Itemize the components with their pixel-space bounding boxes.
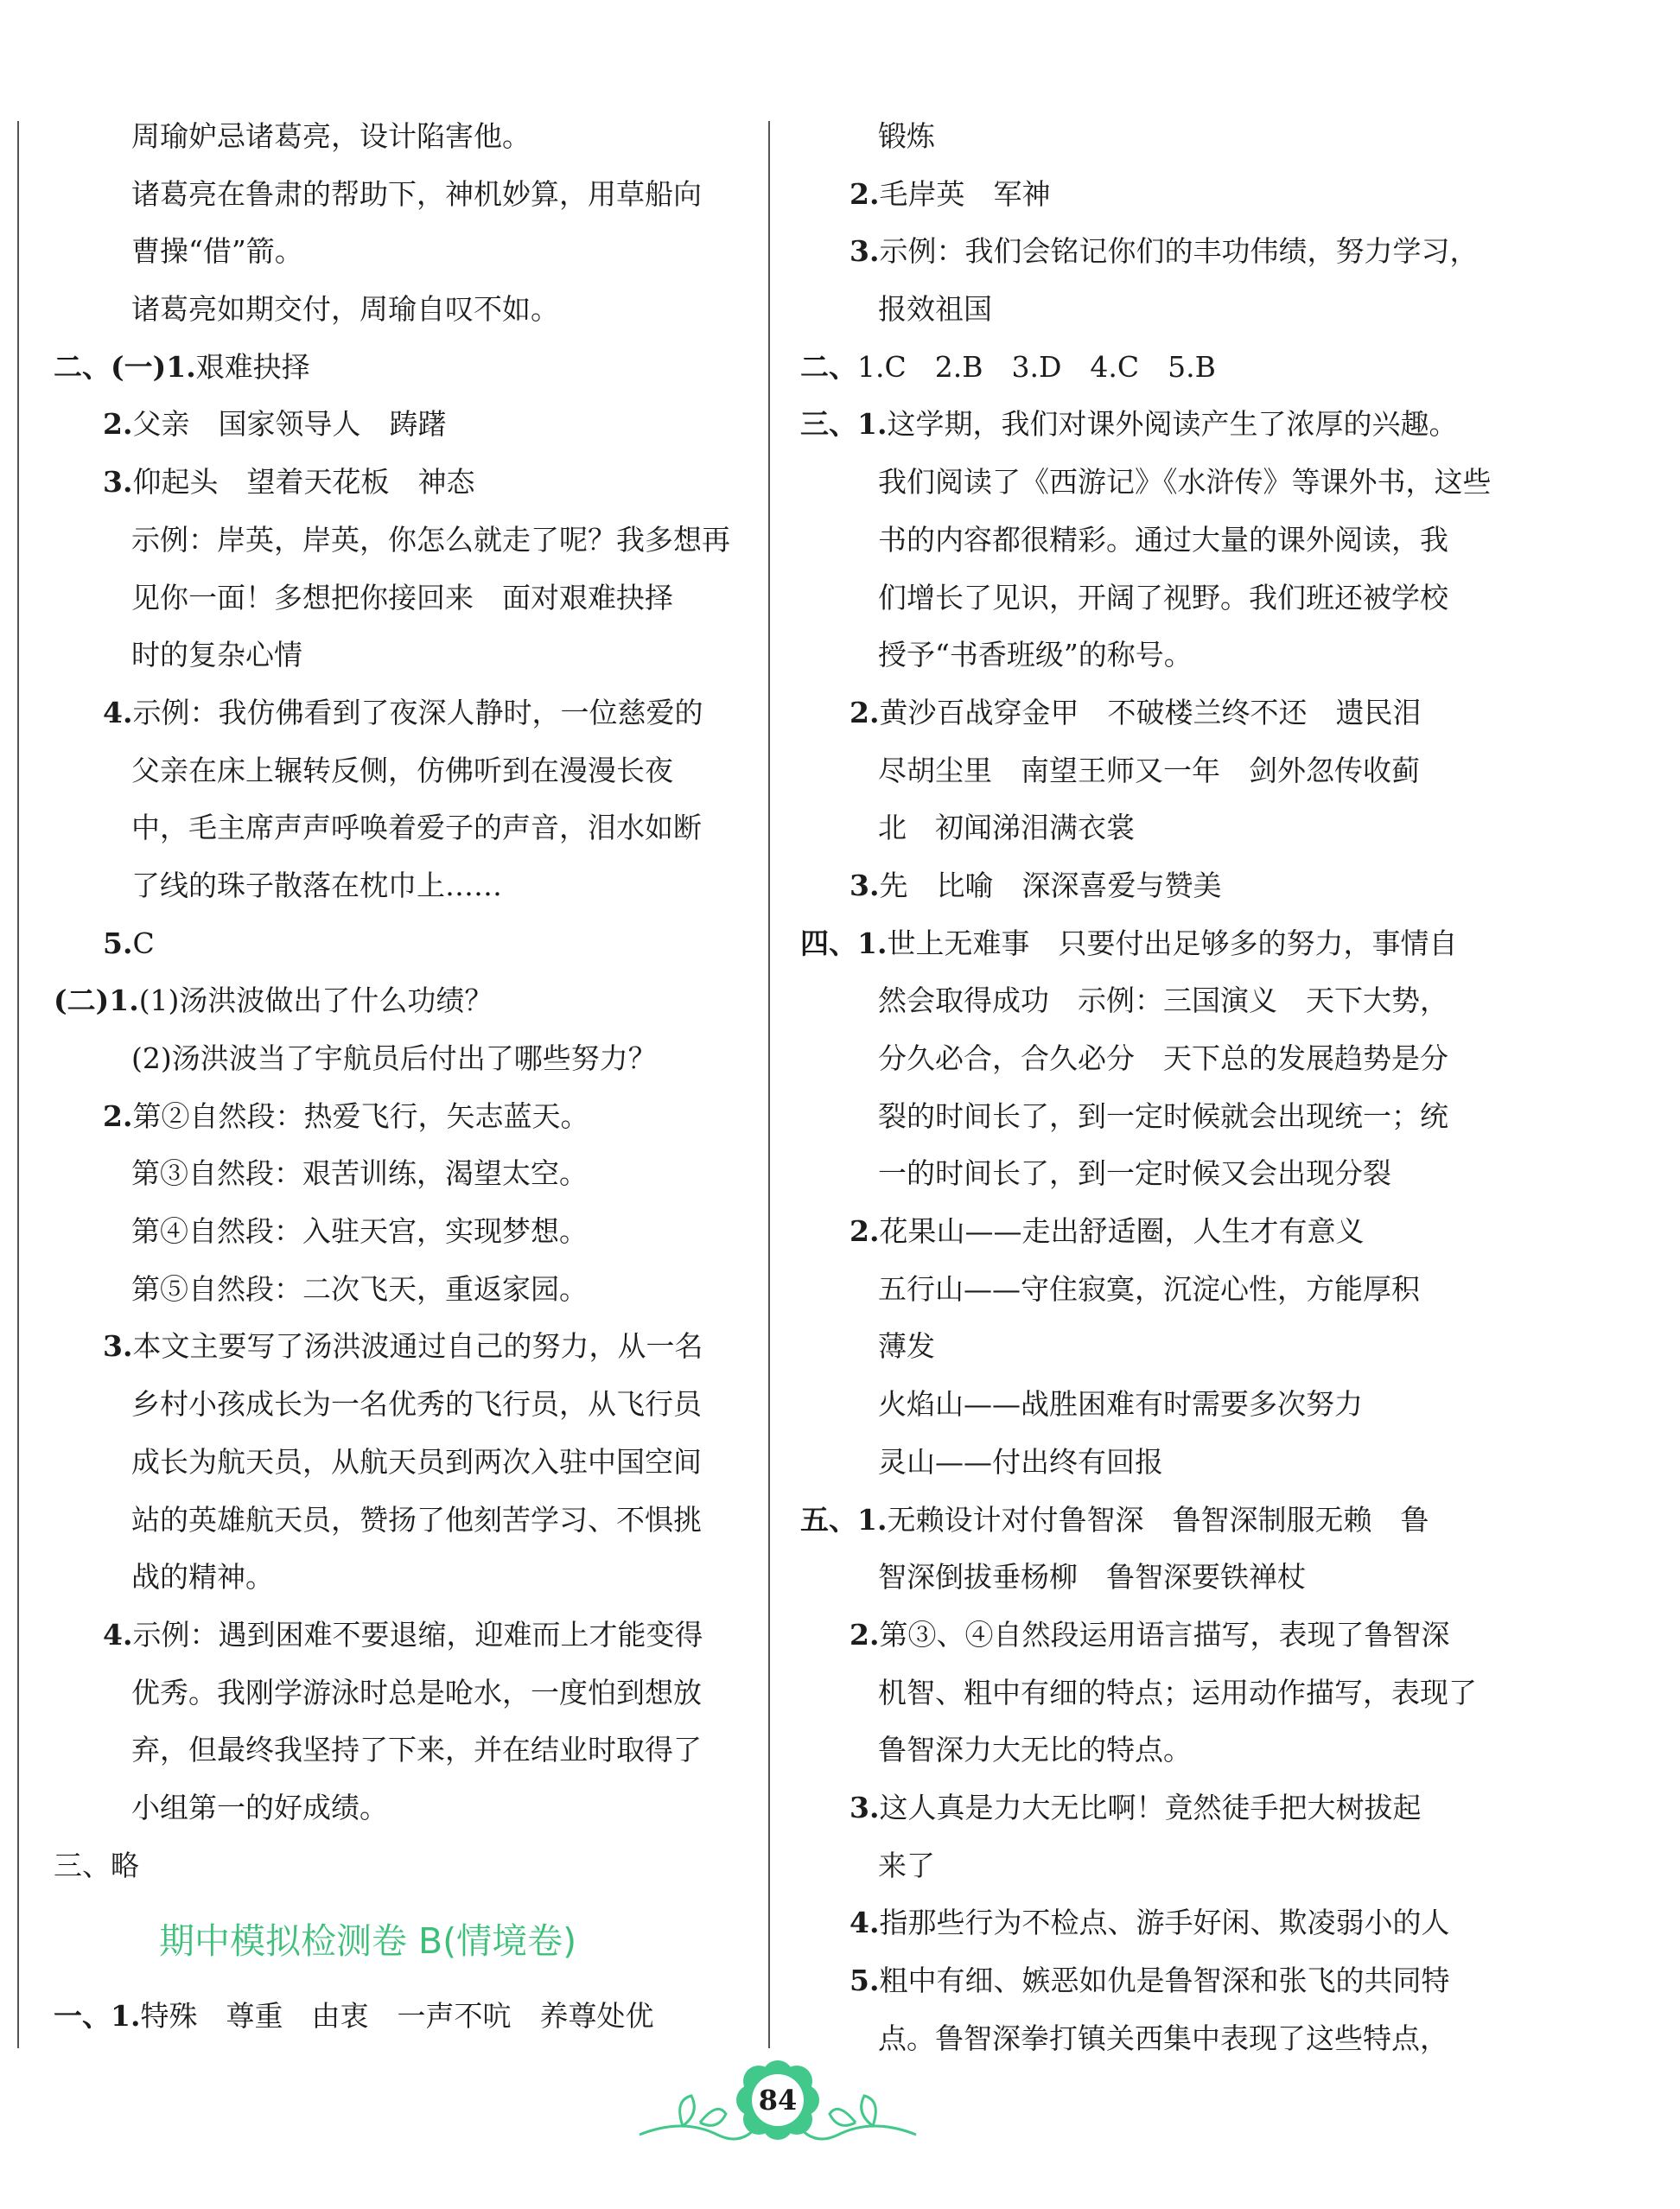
answer-text: 成长为航天员，从航天员到两次入驻中国空间 [131, 1444, 702, 1479]
right-column [800, 108, 1664, 2067]
answer-text: C [132, 926, 155, 960]
question-number: 4. [103, 1617, 133, 1652]
answer-text: 了线的珠子散落在枕巾上…… [131, 868, 502, 902]
answer-text: 示例：岸英，岸英，你怎么就走了呢？我多想再 [131, 522, 730, 557]
question-number: 3. [103, 1329, 133, 1364]
question-number: 4. [103, 695, 133, 729]
answer-line [54, 1261, 754, 1319]
answer-text: 第②自然段：热爱飞行，矢志蓝天。 [132, 1098, 589, 1133]
answer-text: 书的内容都很精彩。通过大量的课外阅读，我 [878, 522, 1448, 557]
question-number: 四、1. [800, 926, 888, 960]
answer-text: 站的英雄航天员，赞扬了他刻苦学习、不惧挑 [131, 1502, 702, 1537]
answer-text: 优秀。我刚学游泳时总是呛水，一度怕到想放 [131, 1675, 702, 1709]
answer-line [54, 684, 754, 742]
answer-text: 先 比喻 深深喜爱与赞美 [879, 868, 1222, 902]
answer-line [800, 972, 1664, 1030]
question-number: (二)1. [54, 984, 139, 1018]
answer-line [54, 1030, 754, 1088]
answer-line [800, 1261, 1664, 1319]
answer-text: 本文主要写了汤洪波通过自己的努力，从一名 [132, 1329, 703, 1364]
page-number-badge [631, 2040, 925, 2161]
answer-line [54, 396, 754, 454]
answer-text: 见你一面！多想把你接回来 面对艰难抉择 [131, 580, 673, 614]
answer-line [54, 1665, 754, 1722]
answer-text: 花果山——走出舒适圈，人生才有意义 [879, 1214, 1365, 1249]
answer-line [54, 1318, 754, 1376]
answer-text: 粗中有细、嫉恶如仇是鲁智深和张飞的共同特 [879, 1964, 1450, 1997]
answer-line [54, 1722, 754, 1779]
answer-text: 1.C 2.B 3.D 4.C 5.B [857, 349, 1216, 384]
column-divider [768, 121, 770, 2048]
answer-text: 智深倒拔垂杨柳 鲁智深要铁禅杖 [878, 1560, 1306, 1595]
answer-line [800, 512, 1664, 570]
answer-line [800, 1894, 1664, 1952]
answer-text: 第⑤自然段：二次飞天，重返家园。 [131, 1271, 588, 1306]
answer-text: 中，毛主席声声呼唤着爱子的声音，泪水如断 [131, 811, 702, 845]
answer-text: 我们阅读了《西游记》《水浒传》等课外书，这些 [878, 465, 1492, 500]
answer-text: 艰难抉择 [195, 349, 310, 384]
answer-line [800, 570, 1664, 627]
answer-line [800, 454, 1664, 512]
answer-line [800, 1779, 1664, 1837]
answer-text: 报效祖国 [878, 292, 992, 327]
answer-text: 诸葛亮在鲁肃的帮助下，神机妙算，用草船向 [131, 176, 702, 211]
answer-line [54, 1434, 754, 1492]
answer-line [54, 1203, 754, 1261]
question-number: 3. [103, 465, 133, 500]
answer-line [800, 108, 1664, 166]
question-number: 一、1. [54, 1999, 141, 2034]
question-number: 5. [103, 926, 133, 960]
answer-line [800, 1492, 1664, 1550]
answer-text: 指那些行为不检点、游手好闲、欺凌弱小的人 [879, 1906, 1450, 1940]
answer-text: 小组第一的好成绩。 [131, 1790, 388, 1824]
answer-text: 鲁智深力大无比的特点。 [878, 1733, 1192, 1767]
answer-line [800, 1088, 1664, 1146]
answer-text: 们增长了见识，开阔了视野。我们班还被学校 [878, 580, 1448, 614]
left-margin-rule [17, 121, 19, 2048]
answer-line [800, 1145, 1664, 1203]
answer-text: 示例：遇到困难不要退缩，迎难而上才能变得 [132, 1617, 703, 1652]
answer-line [54, 1492, 754, 1550]
answer-text: 弃，但最终我坚持了下来，并在结业时取得了 [131, 1733, 702, 1767]
answer-text: 授予“书香班级”的称号。 [878, 638, 1193, 672]
question-number: 3. [850, 868, 880, 902]
answer-line [54, 1549, 754, 1607]
answer-line [800, 223, 1664, 281]
answer-line [54, 1607, 754, 1665]
answer-line [54, 742, 754, 800]
answer-text: 来了 [878, 1848, 935, 1882]
answer-text: 灵山——付出终有回报 [878, 1444, 1163, 1479]
answer-line [800, 627, 1664, 684]
answer-line [54, 1145, 754, 1203]
answer-line [800, 281, 1664, 339]
answer-line [800, 1837, 1664, 1895]
answer-text: 仰起头 望着天花板 神态 [132, 465, 475, 500]
answer-line [54, 166, 754, 224]
answer-text: 机智、粗中有细的特点；运用动作描写，表现了 [878, 1675, 1477, 1709]
answer-line [54, 108, 754, 166]
answer-text: 北 初闻涕泪满衣裳 [878, 811, 1135, 845]
answer-line [800, 1549, 1664, 1607]
answer-line [54, 627, 754, 684]
question-number: 4. [850, 1906, 880, 1940]
answer-line [800, 799, 1664, 857]
answer-line [800, 1607, 1664, 1665]
question-number: 2. [103, 1098, 133, 1133]
answer-line [800, 1952, 1664, 2010]
answer-text: 第④自然段：入驻天宫，实现梦想。 [131, 1214, 588, 1249]
answer-line [800, 684, 1664, 742]
question-number: 二、 [800, 349, 857, 384]
answer-text: 周瑜妒忌诸葛亮，设计陷害他。 [131, 119, 531, 153]
answer-text: 毛岸英 军神 [879, 176, 1051, 211]
answer-text: 诸葛亮如期交付，周瑜自叹不如。 [131, 292, 559, 327]
question-number: 二、(一)1. [54, 349, 196, 384]
answer-text: 裂的时间长了，到一定时候就会出现统一；统 [878, 1098, 1448, 1133]
answer-line [800, 1722, 1664, 1779]
answer-line [800, 1434, 1664, 1492]
question-number: 五、1. [800, 1502, 888, 1537]
answer-line [800, 1376, 1664, 1434]
answer-line [54, 454, 754, 512]
answer-line [54, 281, 754, 339]
answer-line [800, 915, 1664, 973]
answer-text: 这学期，我们对课外阅读产生了浓厚的兴趣。 [887, 407, 1458, 442]
answer-text: 特殊 尊重 由衷 一声不吭 养尊处优 [140, 1999, 654, 2034]
answer-text: 无赖设计对付鲁智深 鲁智深制服无赖 鲁 [887, 1502, 1429, 1537]
section-heading: 期中模拟检测卷 B(情境卷) [159, 1920, 577, 1963]
answer-line [54, 1376, 754, 1434]
answer-line [800, 339, 1664, 397]
answer-text: 尽胡尘里 南望王师又一年 剑外忽传收蓟 [878, 753, 1420, 787]
answer-line [54, 915, 754, 973]
answer-text: 火焰山——战胜困难有时需要多次努力 [878, 1387, 1363, 1422]
answer-text: 父亲在床上辗转反侧，仿佛听到在漫漫长夜 [131, 753, 673, 787]
answer-text: 五行山——守住寂寞，沉淀心性，方能厚积 [878, 1271, 1420, 1306]
answer-line [54, 570, 754, 627]
question-number: 3. [850, 1790, 880, 1824]
answer-text: 锻炼 [878, 119, 935, 153]
answer-line [800, 1318, 1664, 1376]
answer-line [800, 166, 1664, 224]
answer-line [800, 742, 1664, 800]
answer-text: 乡村小孩成长为一名优秀的飞行员，从飞行员 [131, 1387, 702, 1422]
answer-text: 示例：我们会铭记你们的丰功伟绩，努力学习， [879, 234, 1479, 269]
answer-text: (1)汤洪波做出了什么功绩？ [138, 984, 493, 1018]
answer-text: 这人真是力大无比啊！竟然徒手把大树拔起 [879, 1790, 1422, 1824]
answer-text: 第③、④自然段运用语言描写，表现了鲁智深 [879, 1617, 1450, 1652]
answer-line [54, 857, 754, 915]
answer-line [54, 799, 754, 857]
answer-line [54, 1779, 754, 1837]
answer-line [54, 1837, 754, 1895]
answer-line [800, 857, 1664, 915]
answer-text: 时的复杂心情 [131, 638, 302, 672]
answer-text: 世上无难事 只要付出足够多的努力，事情自 [887, 926, 1458, 960]
left-column [54, 108, 754, 2046]
question-number: 三、1. [800, 407, 888, 442]
question-number: 2. [850, 176, 880, 211]
answer-line [54, 512, 754, 570]
question-number: 2. [850, 1617, 880, 1652]
answer-text: 点。鲁智深拳打镇关西集中表现了这些特点， [878, 2021, 1448, 2055]
answer-line [800, 2010, 1664, 2068]
answer-text: 示例：我仿佛看到了夜深人静时，一位慈爱的 [132, 695, 703, 729]
answer-text: 一的时间长了，到一定时候又会出现分裂 [878, 1156, 1391, 1191]
answer-line [800, 1665, 1664, 1722]
question-number: 5. [850, 1964, 880, 1997]
answer-text: 薄发 [878, 1329, 935, 1364]
question-number: 3. [850, 234, 880, 269]
answer-text: (2)汤洪波当了宇航员后付出了哪些努力？ [131, 1041, 657, 1075]
question-number: 2. [103, 407, 133, 442]
answer-line [54, 1088, 754, 1146]
answer-text: 曹操“借”箭。 [131, 234, 303, 269]
answer-text: 战的精神。 [131, 1560, 274, 1595]
answer-text: 黄沙百战穿金甲 不破楼兰终不还 遗民泪 [879, 695, 1422, 729]
answer-text: 三、略 [54, 1848, 139, 1882]
answer-text: 然会取得成功 示例：三国演义 天下大势， [878, 984, 1448, 1018]
page-number: 84 [758, 2084, 798, 2117]
answer-line [800, 1030, 1664, 1088]
answer-line [800, 1203, 1664, 1261]
answer-line [54, 223, 754, 281]
answer-line [54, 1988, 754, 2046]
answer-text: 分久必合，合久必分 天下总的发展趋势是分 [878, 1041, 1448, 1075]
answer-text: 第③自然段：艰苦训练，渴望太空。 [131, 1156, 588, 1191]
question-number: 2. [850, 1214, 880, 1249]
answer-line [54, 972, 754, 1030]
answer-line [54, 339, 754, 397]
question-number: 2. [850, 695, 880, 729]
answer-text: 父亲 国家领导人 踌躇 [132, 407, 447, 442]
answer-line [800, 396, 1664, 454]
